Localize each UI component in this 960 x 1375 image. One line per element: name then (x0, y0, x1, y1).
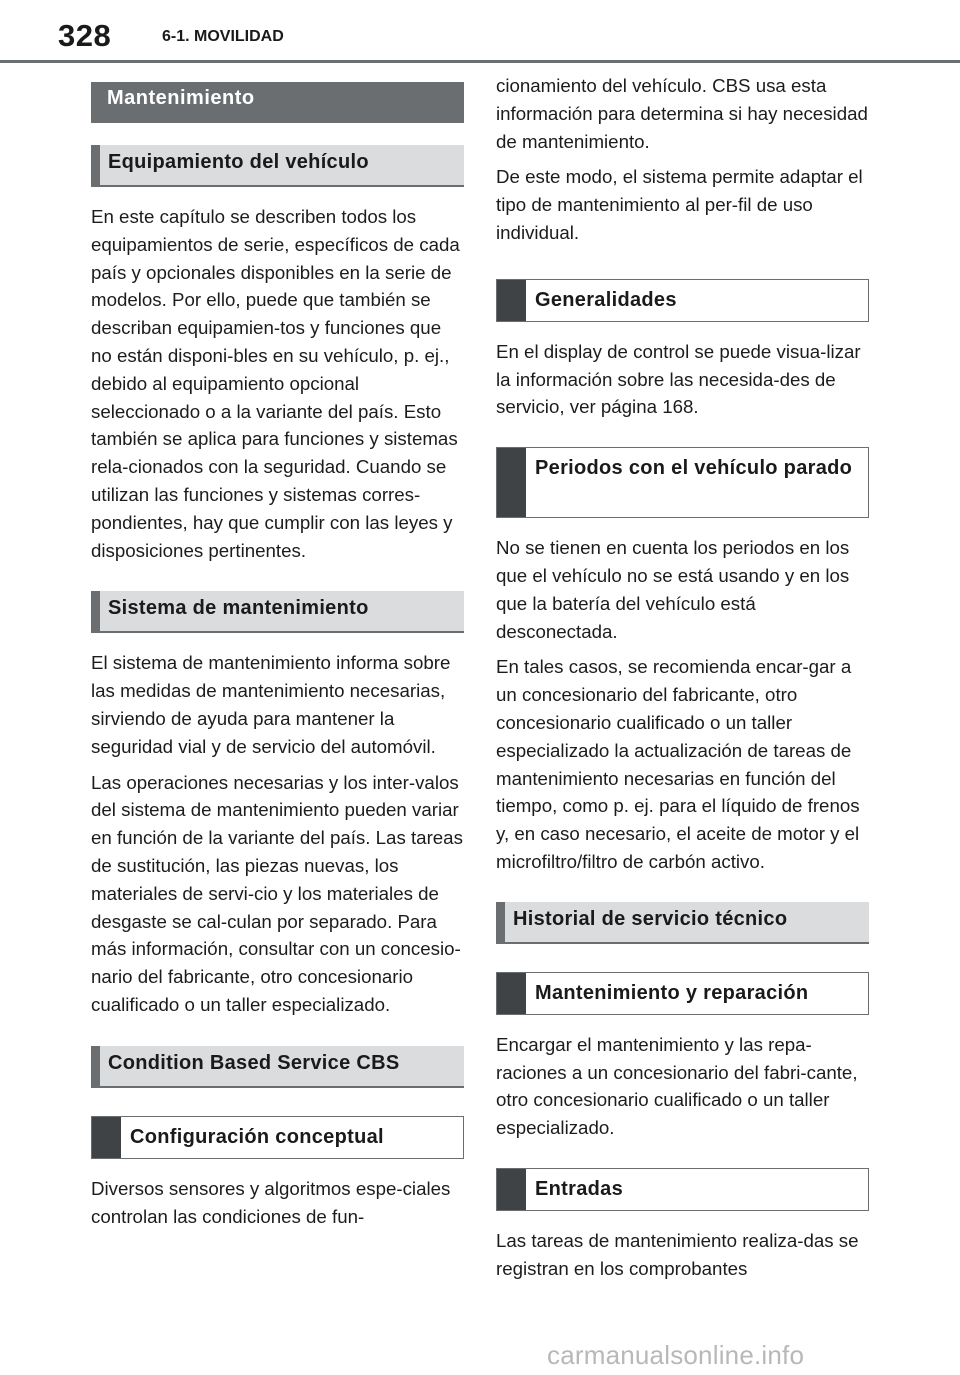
paragraph-sistema-1: El sistema de mantenimiento informa sobre las medidas de mantenimiento necesarias, sirviendo de ayuda para mantener la seguridad vial y de servicio del automóvil. (91, 652, 451, 757)
heading-sistema-mantenimiento (91, 591, 464, 633)
paragraph-mantenimiento-reparacion: Encargar el mantenimiento y las repa-raciones a un concesionario del fabri-cante, otro concesionario cualificado o un taller especializado. (496, 1033, 858, 1139)
heading-cbs-text: Condition Based Service CBS (108, 1051, 400, 1074)
heading-sistema-mantenimiento-text: Sistema de mantenimiento (108, 597, 369, 620)
heading-entradas (496, 1168, 869, 1211)
heading-mantenimiento-reparacion (496, 972, 869, 1015)
heading-historial-text: Historial de servicio técnico (513, 907, 788, 930)
heading-configuracion (91, 1116, 464, 1159)
heading-equipamiento (91, 145, 464, 187)
heading-periodos-text: Periodos con el vehículo parado (535, 457, 853, 480)
page-number: 328 (58, 18, 112, 53)
header-rule (0, 60, 960, 63)
heading-cbs (91, 1046, 464, 1088)
heading-generalidades (496, 279, 869, 322)
left-column (91, 82, 464, 1238)
heading-configuracion-text: Configuración conceptual (130, 1125, 384, 1148)
paragraph-periodos-2: En tales casos, se recomienda encar-gar a un concesionario del fabricante, otro concesionario cualificado o un taller especializado la actualización de tareas de mantenimiento necesarias en función del tiempo, como p. ej. para el líquido de frenos y, en caso necesario, el aceite de motor y el microfiltro/filtro de carbón activo. (496, 656, 860, 872)
heading-historial (496, 902, 869, 944)
heading-entradas-text: Entradas (535, 1177, 623, 1200)
paragraph-equipamiento: En este capítulo se describen todos los equipamientos de serie, específicos de cada país y opcionales disponibles en la serie de modelos. Por ello, puede que también se describan equipamien-tos y funciones que no están disponi-bles en su vehículo, p. ej., debido al equipamiento opcional seleccionado o a la variante del país. Esto también se aplica para funciones y sistemas rela-cionados con la seguridad. Cuando se utilizan las funciones y sistemas corres-pondientes, hay que cumplir con las leyes y disposiciones pertinentes. (91, 206, 460, 561)
watermark: carmanualsonline.info (547, 1340, 805, 1370)
paragraph-periodos-1: No se tienen en cuenta los periodos en los que el vehículo no se está usando y en los que la batería del vehículo está desconectada. (496, 537, 850, 642)
paragraph-sistema-2: Las operaciones necesarias y los inter-valos del sistema de mantenimiento pueden variar en función de la variante del país. Las tareas de sustitución, las piezas nuevas, los materiales de servi-cio y los materiales de desgaste se cal-culan por separado. Para más información, consultar con un concesio-nario del fabricante, otro concesionario cualificado o un taller especializado. (91, 771, 463, 1015)
right-column (496, 72, 869, 1291)
heading-mantenimiento (91, 82, 464, 123)
heading-equipamiento-text: Equipamiento del vehículo (108, 151, 369, 173)
page-header (0, 0, 960, 64)
paragraph-continuacion-1: cionamiento del vehículo. CBS usa esta información para determina si hay necesidad de mantenimiento. (496, 75, 868, 152)
heading-mantenimiento-reparacion-text: Mantenimiento y reparación (535, 981, 809, 1004)
paragraph-generalidades: En el display de control se puede visua-lizar la información sobre las necesida-des de servicio, ver página 168. (496, 340, 861, 418)
heading-mantenimiento-text: Mantenimiento (107, 87, 255, 109)
paragraph-entradas: Las tareas de mantenimiento realiza-das se registran en los comprobantes (496, 1229, 859, 1279)
chapter-label: 6-1. MOVILIDAD (162, 28, 284, 45)
heading-generalidades-text: Generalidades (535, 288, 677, 311)
paragraph-configuracion: Diversos sensores y algoritmos espe-ciales controlan las condiciones de fun- (91, 1177, 451, 1227)
heading-periodos (496, 447, 869, 518)
paragraph-continuacion-2: De este modo, el sistema permite adaptar el tipo de mantenimiento al per-fil de uso individual. (496, 166, 863, 243)
